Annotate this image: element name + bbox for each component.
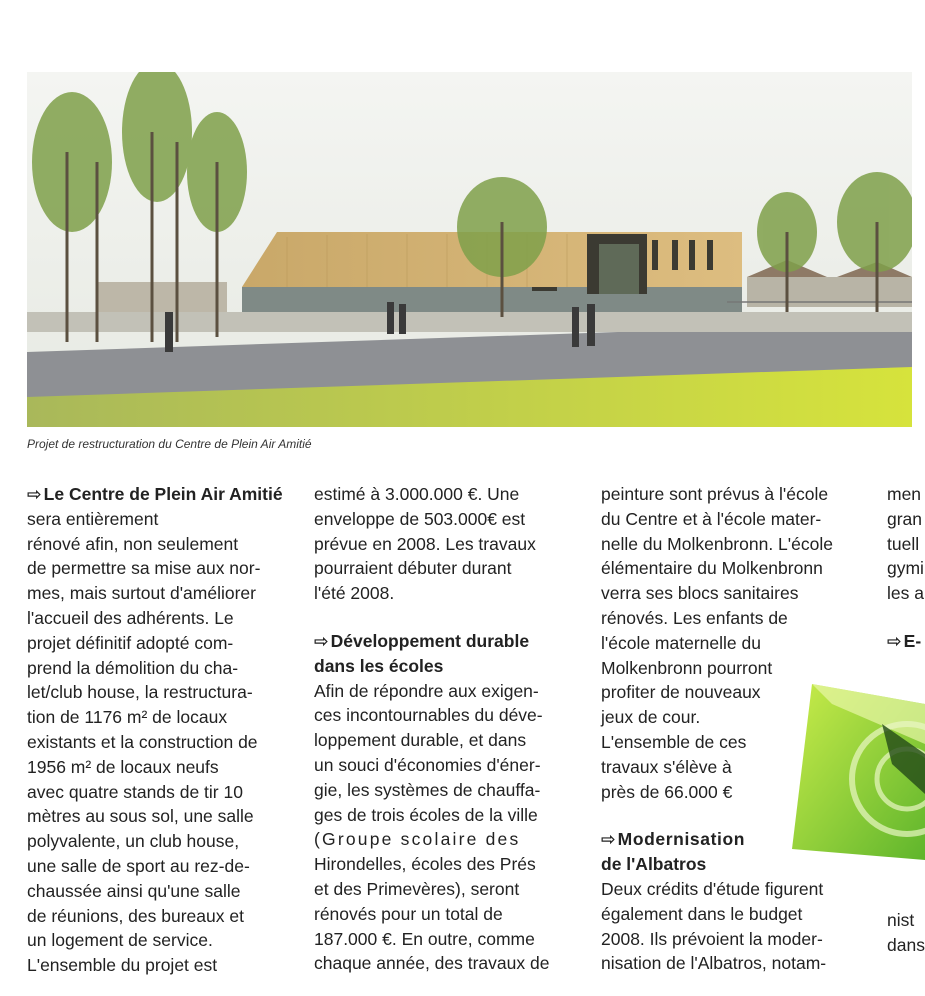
section-heading-centre-plein-air: ⇨ Le Centre de Plein Air Amitié sera entièrement bbox=[27, 484, 283, 529]
body-line: rénovés pour un total de bbox=[314, 903, 503, 924]
section-heading-line: dans les écoles bbox=[314, 655, 444, 676]
body-line: mes, mais surtout d'améliorer bbox=[27, 583, 256, 604]
arrow-right-icon: ⇨ bbox=[27, 484, 42, 504]
body-line: gymi bbox=[887, 558, 924, 579]
body-line: enveloppe de 503.000€ est bbox=[314, 508, 526, 529]
body-line: Hirondelles, écoles des Prés bbox=[314, 854, 536, 875]
body-line: Afin de répondre aux exigen- bbox=[314, 680, 539, 701]
body-line: l'été 2008. bbox=[314, 583, 395, 604]
body-line: tuell bbox=[887, 533, 920, 554]
body-line: également dans le budget bbox=[601, 903, 803, 924]
body-line: jeux de cour. bbox=[601, 707, 701, 728]
body-line: et des Primevères), seront bbox=[314, 878, 520, 899]
body-line: pourraient débuter durant bbox=[314, 558, 512, 579]
body-line: L'ensemble de ces bbox=[601, 731, 747, 752]
body-line: nelle du Molkenbronn. L'école bbox=[601, 533, 833, 554]
body-line: prévue en 2008. Les travaux bbox=[314, 533, 536, 554]
body-line: rénovés. Les enfants de bbox=[601, 607, 788, 628]
body-line: 1956 m² de locaux neufs bbox=[27, 756, 219, 777]
body-line: les a bbox=[887, 583, 924, 604]
body-line: prend la démolition du cha- bbox=[27, 657, 239, 678]
section-heading-developpement-durable: ⇨ Développement durable bbox=[314, 629, 576, 654]
body-line: chaque année, des travaux de bbox=[314, 953, 550, 974]
arrow-right-icon: ⇨ bbox=[314, 630, 329, 651]
body-line: Molkenbronn pourront bbox=[601, 657, 773, 678]
body-line: peinture sont prévus à l'école bbox=[601, 484, 829, 504]
body-line: Deux crédits d'étude figurent bbox=[601, 878, 824, 899]
body-line: estimé à 3.000.000 €. Une bbox=[314, 484, 520, 504]
body-line: gran bbox=[887, 508, 923, 529]
body-line: (Groupe scolaire des bbox=[314, 829, 521, 850]
body-line: de réunions, des bureaux et bbox=[27, 905, 244, 926]
body-line: chaussée ainsi qu'une salle bbox=[27, 880, 241, 901]
article-column-4-cutoff bbox=[887, 482, 925, 654]
body-line: une salle de sport au rez-de- bbox=[27, 855, 250, 876]
body-line: l'accueil des adhérents. Le bbox=[27, 607, 234, 628]
body-line: du Centre et à l'école mater- bbox=[601, 508, 822, 529]
arrow-right-icon: ⇨ bbox=[601, 829, 616, 850]
body-line: 2008. Ils prévoient la moder- bbox=[601, 928, 823, 949]
body-line: l'école maternelle du bbox=[601, 632, 761, 653]
body-line: loppement durable, et dans bbox=[314, 730, 527, 751]
body-line: travaux s'élève à bbox=[601, 756, 732, 777]
article-column-4-bottom bbox=[887, 908, 925, 958]
image-caption: Projet de restructuration du Centre de Plein Air Amitié bbox=[27, 437, 312, 451]
body-line: L'ensemble du projet est bbox=[27, 955, 218, 976]
body-line: nist bbox=[887, 910, 915, 930]
body-line: let/club house, la restructura- bbox=[27, 682, 253, 703]
body-line: rénové afin, non seulement bbox=[27, 533, 239, 554]
body-line: ges de trois écoles de la ville bbox=[314, 804, 538, 825]
article-column-2 bbox=[314, 482, 576, 976]
body-line: 187.000 €. En outre, comme bbox=[314, 928, 535, 949]
green-decorative-graphic bbox=[792, 684, 925, 860]
body-line: ces incontournables du déve- bbox=[314, 705, 543, 726]
article-column-1 bbox=[27, 482, 289, 978]
body-line: nisation de l'Albatros, notam- bbox=[601, 953, 827, 974]
body-line: un souci d'économies d'éner- bbox=[314, 754, 541, 775]
section-heading-modernisation: ⇨ Modernisation bbox=[601, 827, 863, 852]
body-line: projet définitif adopté com- bbox=[27, 632, 234, 653]
body-line: polyvalente, un club house, bbox=[27, 831, 240, 852]
arrow-right-icon: ⇨ bbox=[887, 630, 902, 651]
body-line: existants et la construction de bbox=[27, 731, 258, 752]
section-heading-cutoff: ⇨ E- bbox=[887, 629, 925, 654]
body-line: dans bbox=[887, 934, 925, 955]
body-line: un logement de service. bbox=[27, 930, 213, 951]
body-line: verra ses blocs sanitaires bbox=[601, 583, 799, 604]
section-heading-line: de l'Albatros bbox=[601, 854, 707, 875]
body-line: profiter de nouveaux bbox=[601, 682, 761, 703]
body-line: avec quatre stands de tir 10 bbox=[27, 781, 243, 802]
body-line: mètres au sous sol, une salle bbox=[27, 806, 254, 827]
body-line: élémentaire du Molkenbronn bbox=[601, 558, 823, 579]
body-line: men bbox=[887, 484, 922, 504]
body-line: gie, les systèmes de chauffa- bbox=[314, 779, 541, 800]
body-line: tion de 1176 m² de locaux bbox=[27, 707, 228, 728]
project-rendering-image bbox=[27, 72, 912, 427]
body-line: de permettre sa mise aux nor- bbox=[27, 558, 261, 579]
body-line: près de 66.000 € bbox=[601, 781, 733, 802]
